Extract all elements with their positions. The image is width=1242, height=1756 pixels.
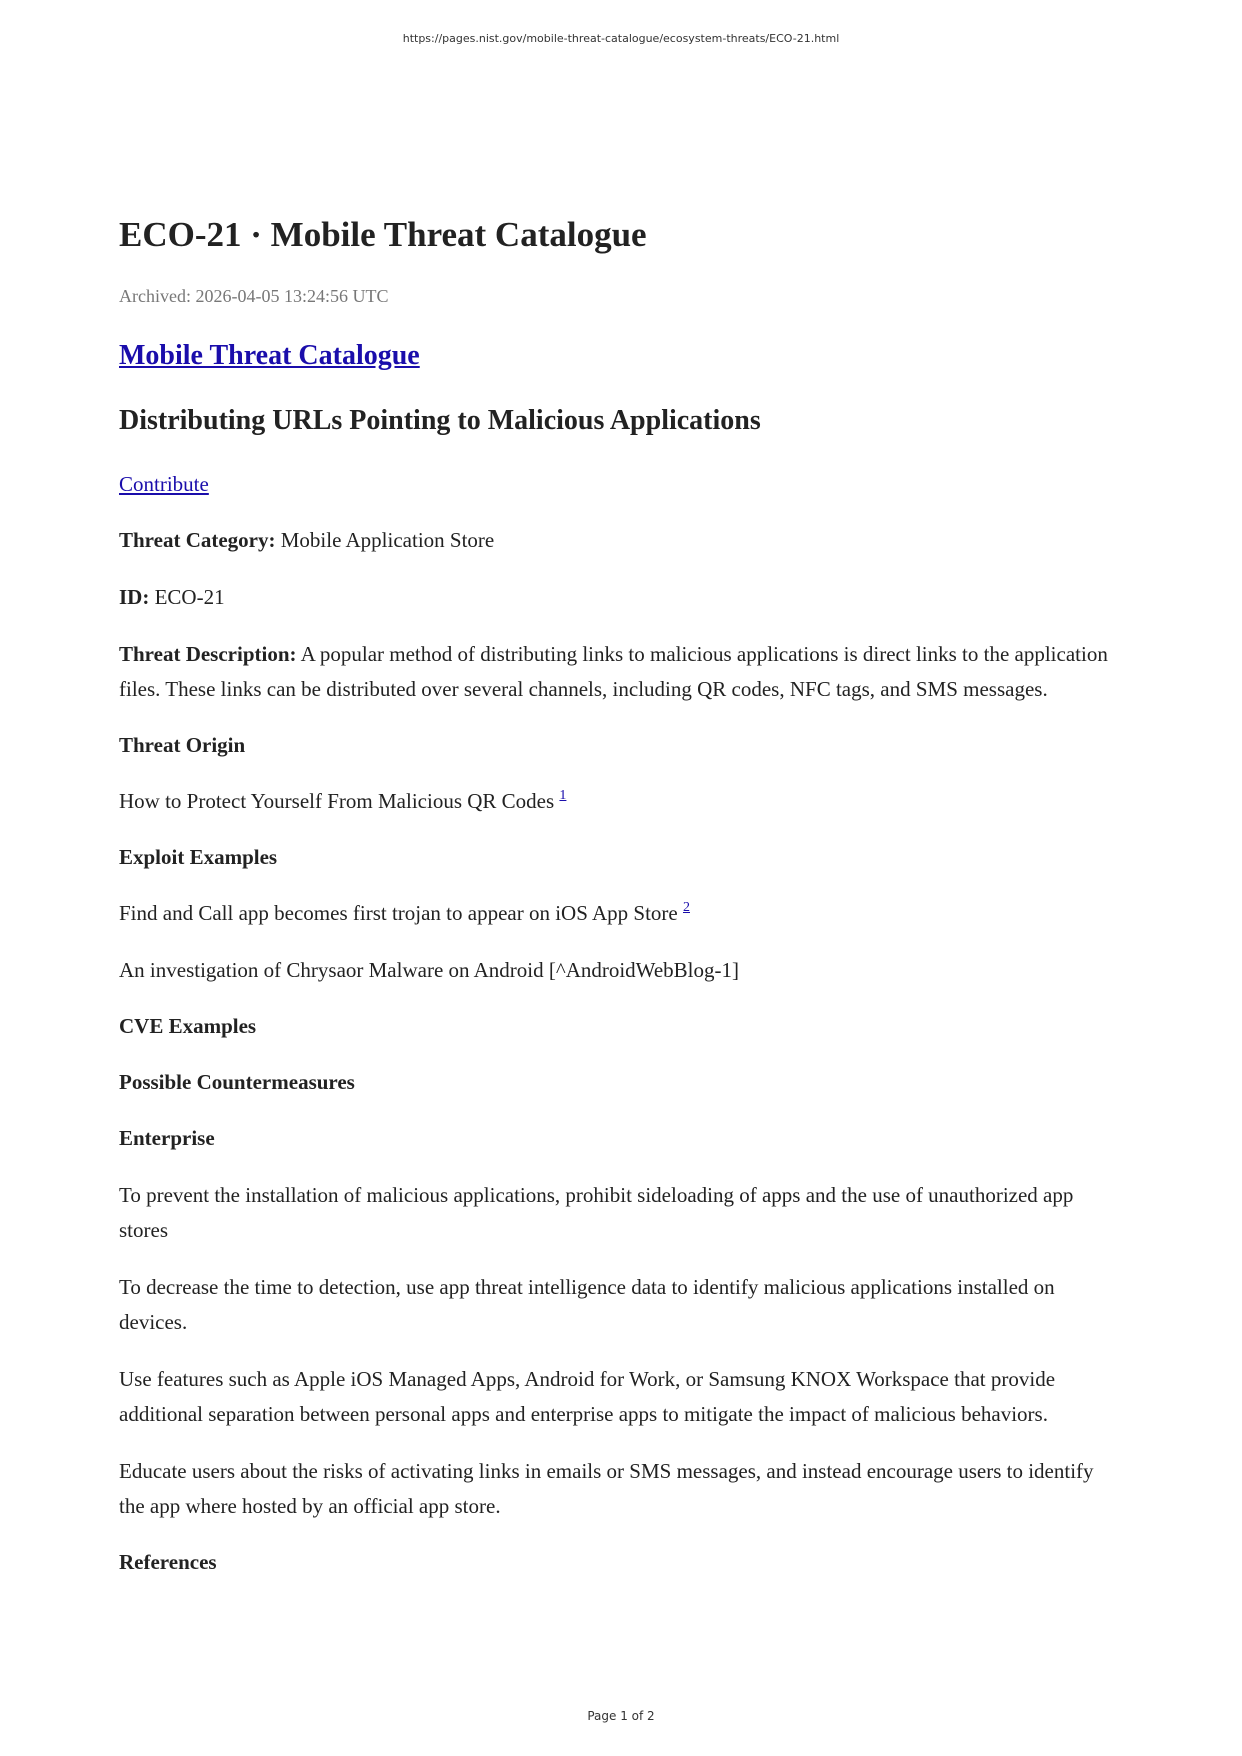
threat-id — [119, 580, 1119, 615]
threat-description — [119, 637, 1119, 707]
threat-category-value: Mobile Application Store — [280, 528, 495, 552]
page-url-header: https://pages.nist.gov/mobile-threat-catalogue/ecosystem-threats/ECO-21.html — [402, 32, 840, 45]
countermeasure-item: Educate users about the risks of activating links in emails or SMS messages, and instead encourage users to identify the app where hosted by an official app store. — [119, 1459, 1094, 1518]
exploit-example-text: Find and Call app becomes first trojan to appear on iOS App Store — [119, 901, 678, 925]
footnote-ref-1[interactable]: 1 — [559, 788, 567, 803]
threat-origin-heading: Threat Origin — [119, 733, 246, 757]
exploit-examples-heading: Exploit Examples — [119, 845, 278, 869]
exploit-example-item: An investigation of Chrysaor Malware on Android [^AndroidWebBlog-1] — [119, 958, 739, 982]
countermeasure-item: To prevent the installation of malicious applications, prohibit sideloading of apps and the use of unauthorized app stores — [119, 1183, 1074, 1242]
cve-examples-heading: CVE Examples — [119, 1014, 257, 1038]
threat-description-label: Threat Description: — [119, 642, 297, 666]
countermeasure-item: Use features such as Apple iOS Managed Apps, Android for Work, or Samsung KNOX Workspace that provide additional separation between personal apps and enterprise apps to mitigate the impact of malicious behaviors. — [119, 1367, 1056, 1426]
countermeasure-item: To decrease the time to detection, use app threat intelligence data to identify malicious applications installed on devices. — [119, 1275, 1055, 1334]
page-number: Page 1 of 2 — [587, 1709, 655, 1723]
threat-category — [119, 523, 1119, 558]
archived-timestamp: Archived: 2026-04-05 13:24:56 UTC — [119, 286, 389, 306]
exploit-example-item — [119, 896, 1119, 931]
threat-id-label: ID: — [119, 585, 150, 609]
references-heading: References — [119, 1550, 217, 1574]
threat-origin-item — [119, 784, 1119, 819]
countermeasures-heading: Possible Countermeasures — [119, 1070, 355, 1094]
threat-description-value: A popular method of distributing links to malicious applications is direct links to the application files. These links can be distributed over several channels, including QR codes, NFC tags, and SMS messages. — [119, 642, 1108, 701]
threat-id-value: ECO-21 — [154, 585, 225, 609]
threat-category-label: Threat Category: — [119, 528, 276, 552]
threat-heading: Distributing URLs Pointing to Malicious Applications — [119, 405, 761, 436]
footnote-ref-2[interactable]: 2 — [683, 900, 690, 915]
document-content — [119, 210, 1119, 1580]
site-home-link[interactable]: Mobile Threat Catalogue — [119, 340, 420, 371]
page-title: ECO-21 · Mobile Threat Catalogue — [119, 215, 647, 254]
contribute-link[interactable]: Contribute — [119, 472, 209, 496]
threat-origin-text: How to Protect Yourself From Malicious QR Codes — [119, 789, 555, 813]
enterprise-heading: Enterprise — [119, 1126, 215, 1150]
